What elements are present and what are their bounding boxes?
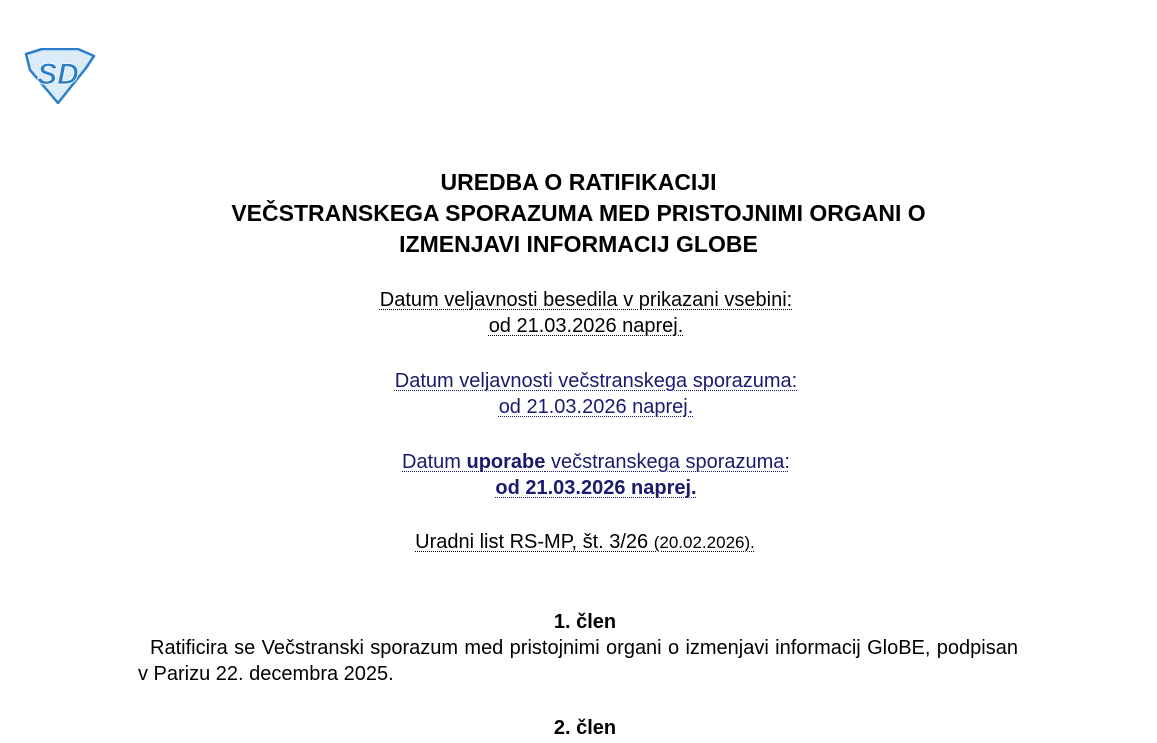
gazette-date: (20.02.2026). [653,533,755,552]
text-validity-label[interactable]: Datum veljavnosti besedila v prikazani vsebini: [379,289,793,311]
agreement-validity-value[interactable]: od 21.03.2026 naprej. [498,396,694,418]
text-validity-block [345,287,827,339]
sd-logo-icon [22,48,96,104]
application-label-suffix: večstranskega sporazuma: [545,451,790,473]
article-2-heading: 2. člen [553,717,617,739]
agreement-validity-block [360,368,832,420]
logo-text: SD [37,58,79,91]
title-line-3: IZMENJAVI INFORMACIJ GLOBE [399,231,758,257]
title-line-1: UREDBA O RATIFIKACIJI [440,169,717,195]
document-title [0,167,1157,260]
title-line-2: VEČSTRANSKEGA SPORAZUMA MED PRISTOJNIMI ORGANI O [231,200,926,226]
gazette-text: Uradni list RS-MP, št. 3/26 [415,531,654,553]
application-label-prefix: Datum [402,451,467,473]
agreement-validity-label[interactable]: Datum veljavnosti večstranskega sporazuma: [394,370,798,392]
agreement-application-value[interactable]: od 21.03.2026 naprej. [495,477,697,499]
agreement-application-label[interactable] [370,449,822,475]
text-validity-value[interactable]: od 21.03.2026 naprej. [488,315,684,337]
official-gazette-link[interactable] [0,529,1157,556]
article-1-body: Ratificira se Večstranski sporazum med pristojnimi organi o izmenjavi informacij GloBE, podpisan v Parizu 22. decembra 2025. [138,637,1018,685]
application-label-bold: uporabe [466,451,546,473]
agreement-application-block [370,449,822,501]
article-1-heading: 1. člen [553,611,617,633]
